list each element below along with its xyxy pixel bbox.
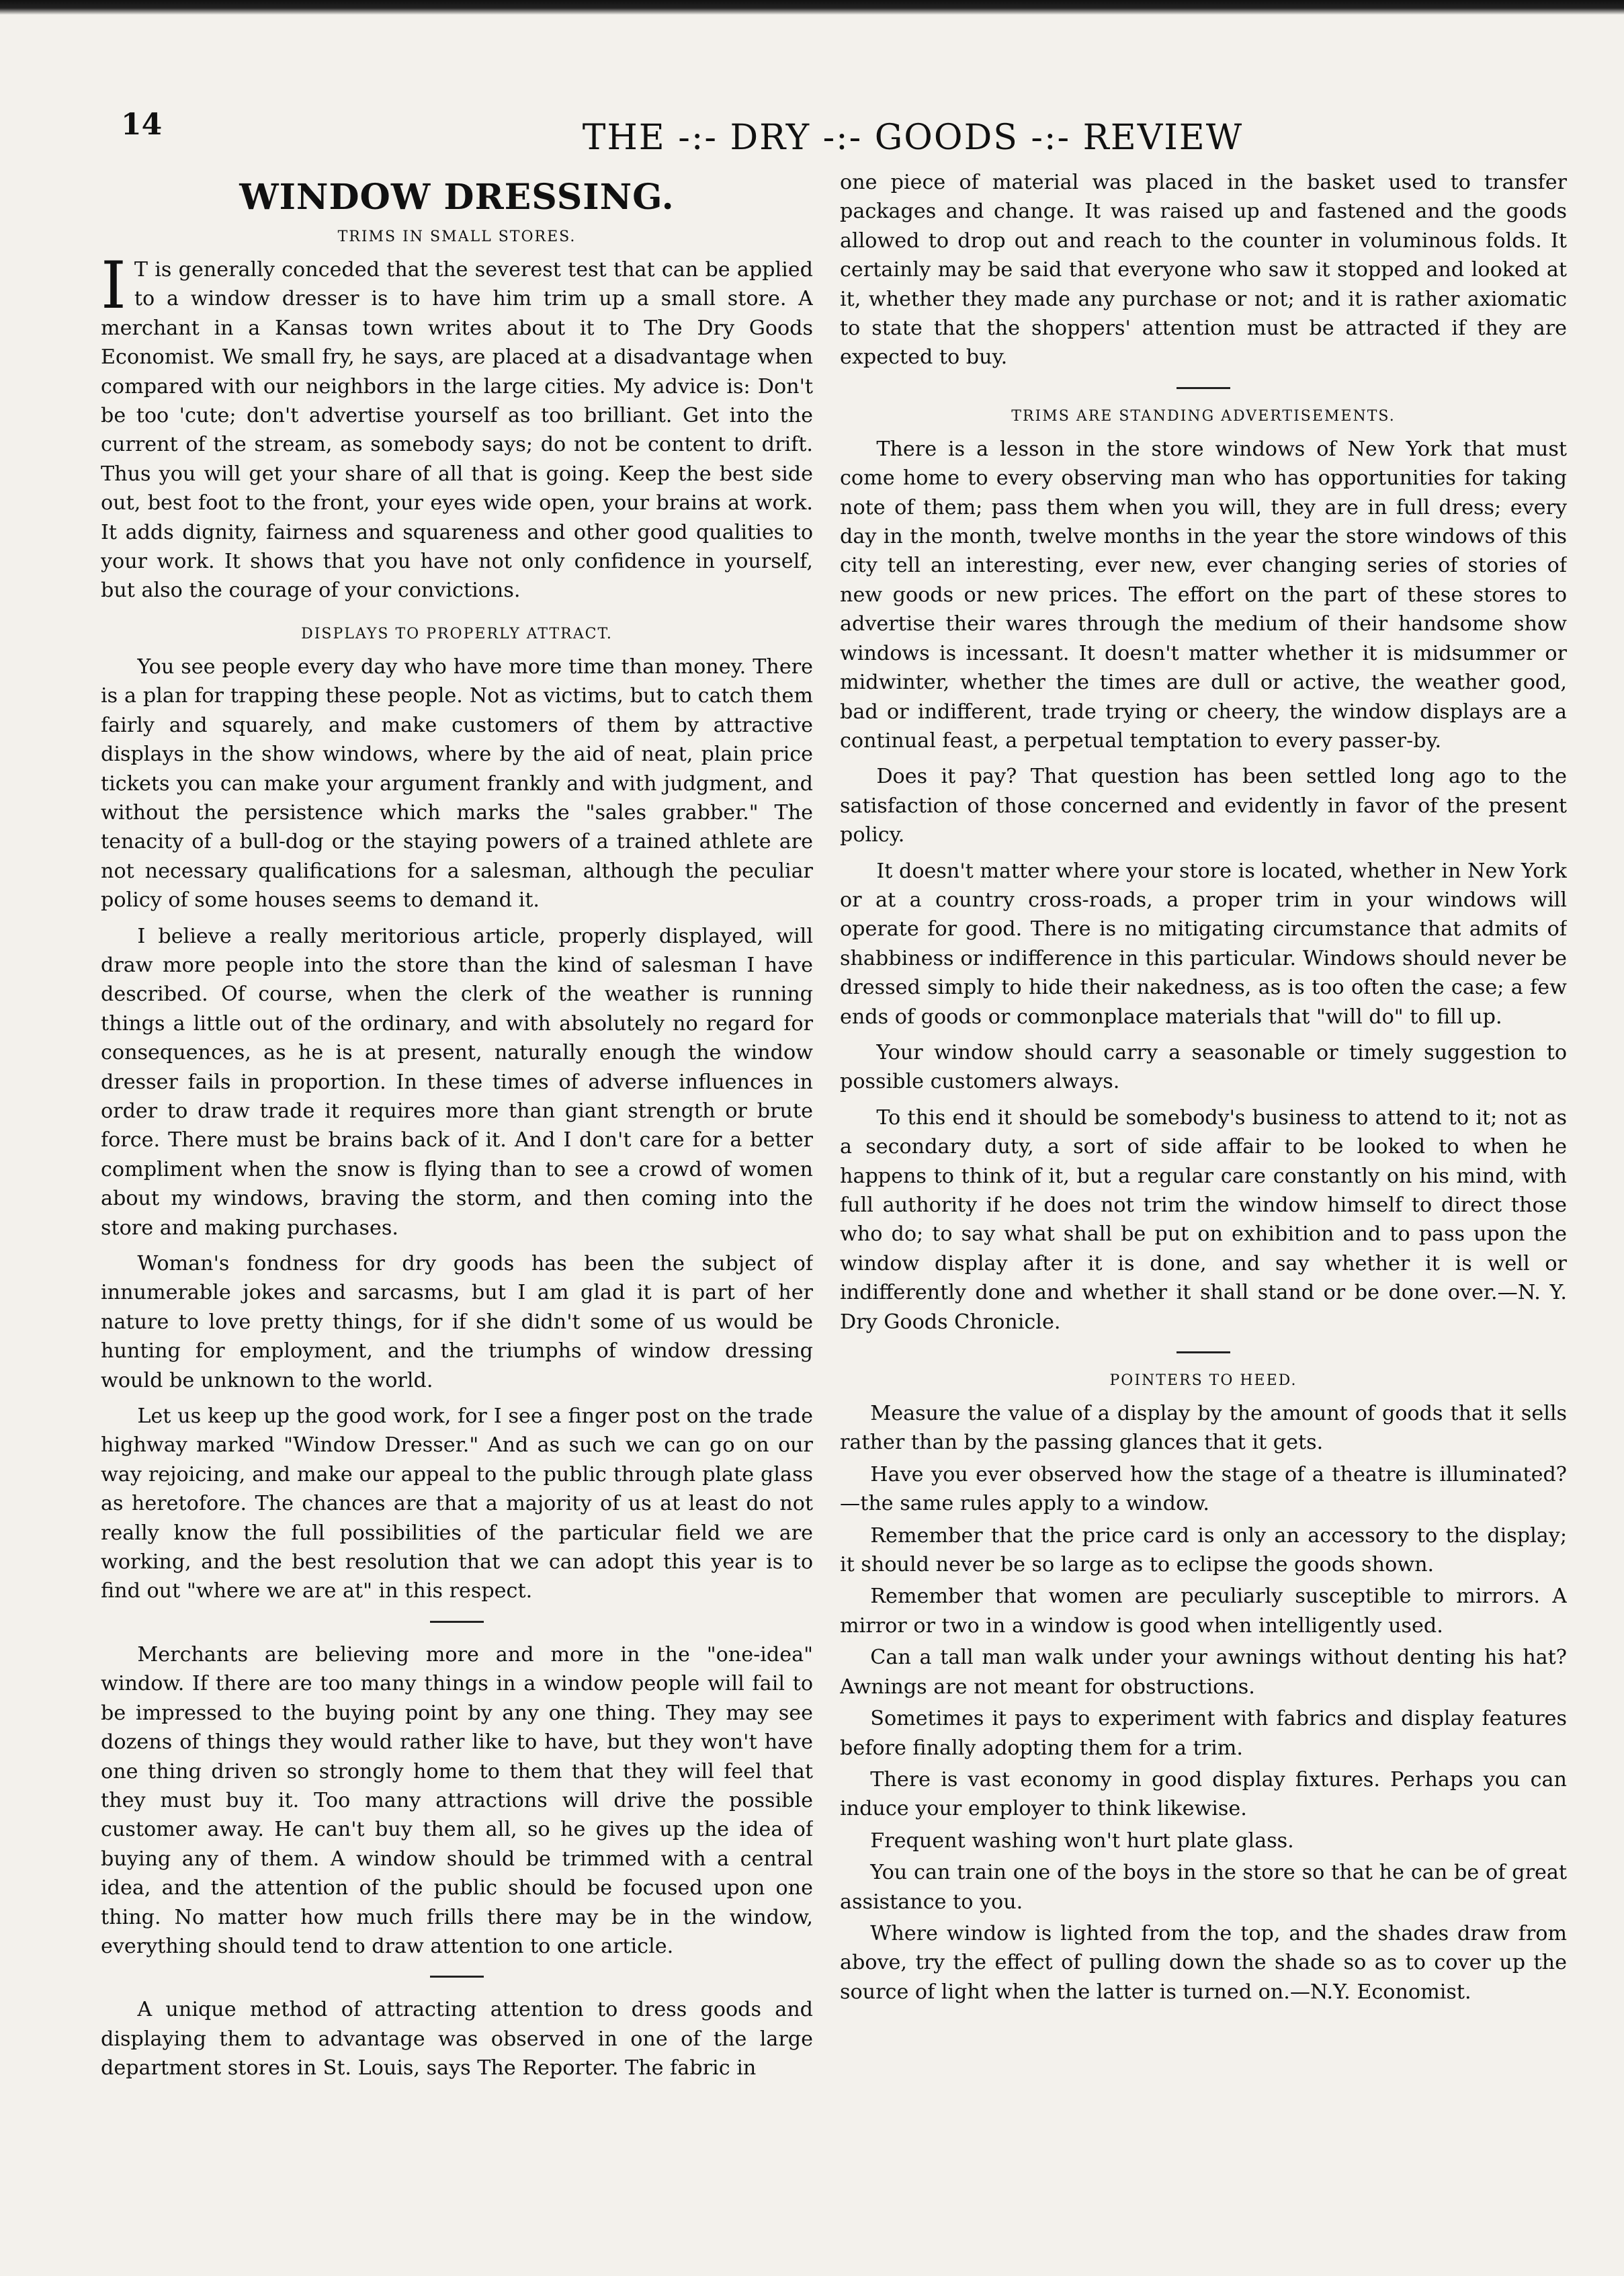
- pointer-item: Sometimes it pays to experiment with fabrics and display features before finally adopting them for a trim.: [840, 1707, 1567, 1760]
- paragraph-displays-4: Let us keep up the good work, for I see a finger post on the trade highway marked "Window Dresser." And as such we can go on our way rejoicing, and make our appeal to the public through plate glass as heretofore. The chances are that a majority of us at least do not really know the full possibilities of the particular field we are working, and the best resolution that we can adopt this year is to find out "where we are at" in this respect.: [101, 1404, 813, 1603]
- left-column: [101, 168, 813, 2184]
- pointer-item: Measure the value of a display by the amount of goods that it sells rather than by the passing glances that it gets.: [840, 1402, 1567, 1455]
- page-top-edge: [0, 0, 1624, 15]
- paragraph-standing-ads-4: Your window should carry a seasonable or timely suggestion to possible customers always.: [840, 1040, 1567, 1094]
- pointer-item: Have you ever observed how the stage of a theatre is illuminated?—the same rules apply to a window.: [840, 1462, 1567, 1516]
- section-divider: [430, 1976, 484, 1978]
- pointer-item: Remember that women are peculiarly susceptible to mirrors. A mirror or two in a window is good when intelligently used.: [840, 1585, 1567, 1638]
- section-heading-pointers: POINTERS TO HEED.: [1109, 1372, 1297, 1390]
- section-heading-trims-small-stores: TRIMS IN SMALL STORES.: [337, 228, 576, 245]
- paragraph-unique-method-continued: one piece of material was placed in the basket used to transfer packages and change. It was raised up and fastened and the goods allowed to drop out and reach to the counter in voluminous folds. It certainly may be said that everyone who saw it stopped and looked at it, whether they made any purchase or not; and it is rather axiomatic to state that the shoppers' attention must be attracted if they are expected to buy.: [840, 171, 1567, 370]
- paragraph-unique-method: A unique method of attracting attention to dress goods and displaying them to advantage was observed in one of the large department stores in St. Louis, says The Reporter. The fabric in: [101, 1998, 813, 2080]
- pointer-item: There is vast economy in good display fixtures. Perhaps you can induce your employer to think likewise.: [840, 1767, 1567, 1821]
- paragraph-displays-1: You see people every day who have more time than money. There is a plan for trapping these people. Not as victims, but to catch them fairly and squarely, and make customers of them by attractive displays in the show windows, where by the aid of neat, plain price tickets you can make your argument frankly and with judgment, and without the persistence which marks the "sales grabber." The tenacity of a bull-dog or the staying powers of a trained athlete are not necessary qualifications for a salesman, although the peculiar policy of some houses seems to demand it.: [101, 655, 813, 913]
- paragraph-displays-2: I believe a really meritorious article, properly displayed, will draw more people into the store than the kind of salesman I have described. Of course, when the clerk of the weather is running things a little out of the ordinary, and with absolutely no regard for consequences, as he is at present, naturally enough the window dresser fails in proportion. In these times of adverse influences in order to draw trade it requires more than giant strength or brute force. There must be brains back of it. And I don't care for a better compliment when the snow is flying than to see a crowd of women about my windows, braving the storm, and then coming into the store and making purchases.: [101, 924, 813, 1240]
- article-title: WINDOW DRESSING.: [239, 177, 675, 218]
- pointer-item: You can train one of the boys in the store so that he can be of great assistance to you.: [840, 1861, 1567, 1914]
- drop-cap: I: [101, 248, 126, 323]
- pointer-item: Can a tall man walk under your awnings without denting his hat? Awnings are not meant for obstructions.: [840, 1646, 1567, 1699]
- section-divider: [1177, 1351, 1230, 1353]
- paragraph-standing-ads-5: To this end it should be somebody's business to attend to it; not as a secondary duty, a sort of side affair to be looked to when he happens to think of it, but a regular care constantly on his mind, with full authority if he does not trim the window himself to direct those who do; to say what shall be put on exhibition and to pass upon the window display after it is done, and say whether it is well or indifferently done and whether it shall stand or be done over.—N. Y. Dry Goods Chronicle.: [840, 1105, 1567, 1334]
- section-divider: [430, 1621, 484, 1623]
- paragraph-trims-small-stores: [101, 248, 813, 605]
- paragraph-displays-3: Woman's fondness for dry goods has been the subject of innumerable jokes and sarcasms, but I am glad it is part of her nature to love pretty things, for if she didn't some of us would be hunting for employment, and the triumphs of window dressing would be unknown to the world.: [101, 1252, 813, 1392]
- pointer-item: Remember that the price card is only an accessory to the display; it should never be so large as to eclipse the goods shown.: [840, 1523, 1567, 1577]
- pointer-item: Frequent washing won't hurt plate glass.: [870, 1828, 1294, 1853]
- paragraph-standing-ads-1: There is a lesson in the store windows of New York that must come home to every observing man who has opportunities for taking note of them; pass them when you will, they are in full dress; every day in the month, twelve months in the year the store windows of this city tell an interesting, ever new, ever changing series of stories of new goods or new prices. The effort on the part of these stores to advertise their wares through the medium of their handsome show windows is incessant. It doesn't matter whether it is midsummer or midwinter, whether the times are dull or active, the weather good, bad or indifferent, trade trying or cheery, the window displays are a continual feast, a perpetual temptation to every passer-by.: [840, 437, 1567, 753]
- pointer-item: Where window is lighted from the top, and the shades draw from above, try the effect of pulling down the shade so as to cover up the source of light when the latter is turned on.—N.Y. Economist.: [840, 1921, 1567, 2004]
- section-heading-standing-ads: TRIMS ARE STANDING ADVERTISEMENTS.: [1011, 407, 1396, 425]
- paragraph-standing-ads-3: It doesn't matter where your store is located, whether in New York or at a country cross-roads, a proper trim in your windows will operate for good. There is no mitigating circumstance that admits of shabbiness or indifference in this particular. Windows should never be dressed simply to hide their nakedness, as is too often the case; a few ends of goods or commonplace materials that "will do" to fill up.: [840, 859, 1567, 1029]
- right-column: [840, 168, 1567, 2184]
- paragraph-text: T is generally conceded that the severest test that can be applied to a window dresser is to have him trim up a small store. A merchant in a Kansas town writes about it to The Dry Goods Economist. We small fry, he says, are placed at a disadvantage when compared with our neighbors in the large cities. My advice is: Don't be too 'cute; don't advertise yourself as too brilliant. Get into the current of the stream, as somebody says; do not be content to drift. Thus you will get your share of all that is going. Keep the best side out, best foot to the front, your eyes wide open, your brains at work. It adds dignity, fairness and squareness and other good qualities to your work. It shows that you have not only confidence in yourself, but also the courage of your convictions.: [101, 258, 813, 603]
- paragraph-standing-ads-2: Does it pay? That question has been settled long ago to the satisfaction of those concerned and evidently in favor of the present policy.: [840, 765, 1567, 847]
- section-heading-displays: DISPLAYS TO PROPERLY ATTRACT.: [301, 625, 613, 642]
- running-head: THE -:- DRY -:- GOODS -:- REVIEW: [582, 118, 1244, 158]
- section-divider: [1177, 387, 1230, 389]
- paragraph-one-idea: Merchants are believing more and more in the "one-idea" window. If there are too many things in a window people will fail to be impressed to the buying point by any one thing. They may see dozens of things they would rather like to have, but they won't have one thing driven so strongly home to them that they will feel that they must buy it. Too many attractions will drive the possible customer away. He can't buy them all, so he gives up the idea of buying any of them. A window should be trimmed with a central idea, and the attention of the public should be focused upon one thing. No matter how much frills there may be in the window, everything should tend to draw attention to one article.: [101, 1642, 813, 1958]
- page-number: 14: [121, 108, 163, 142]
